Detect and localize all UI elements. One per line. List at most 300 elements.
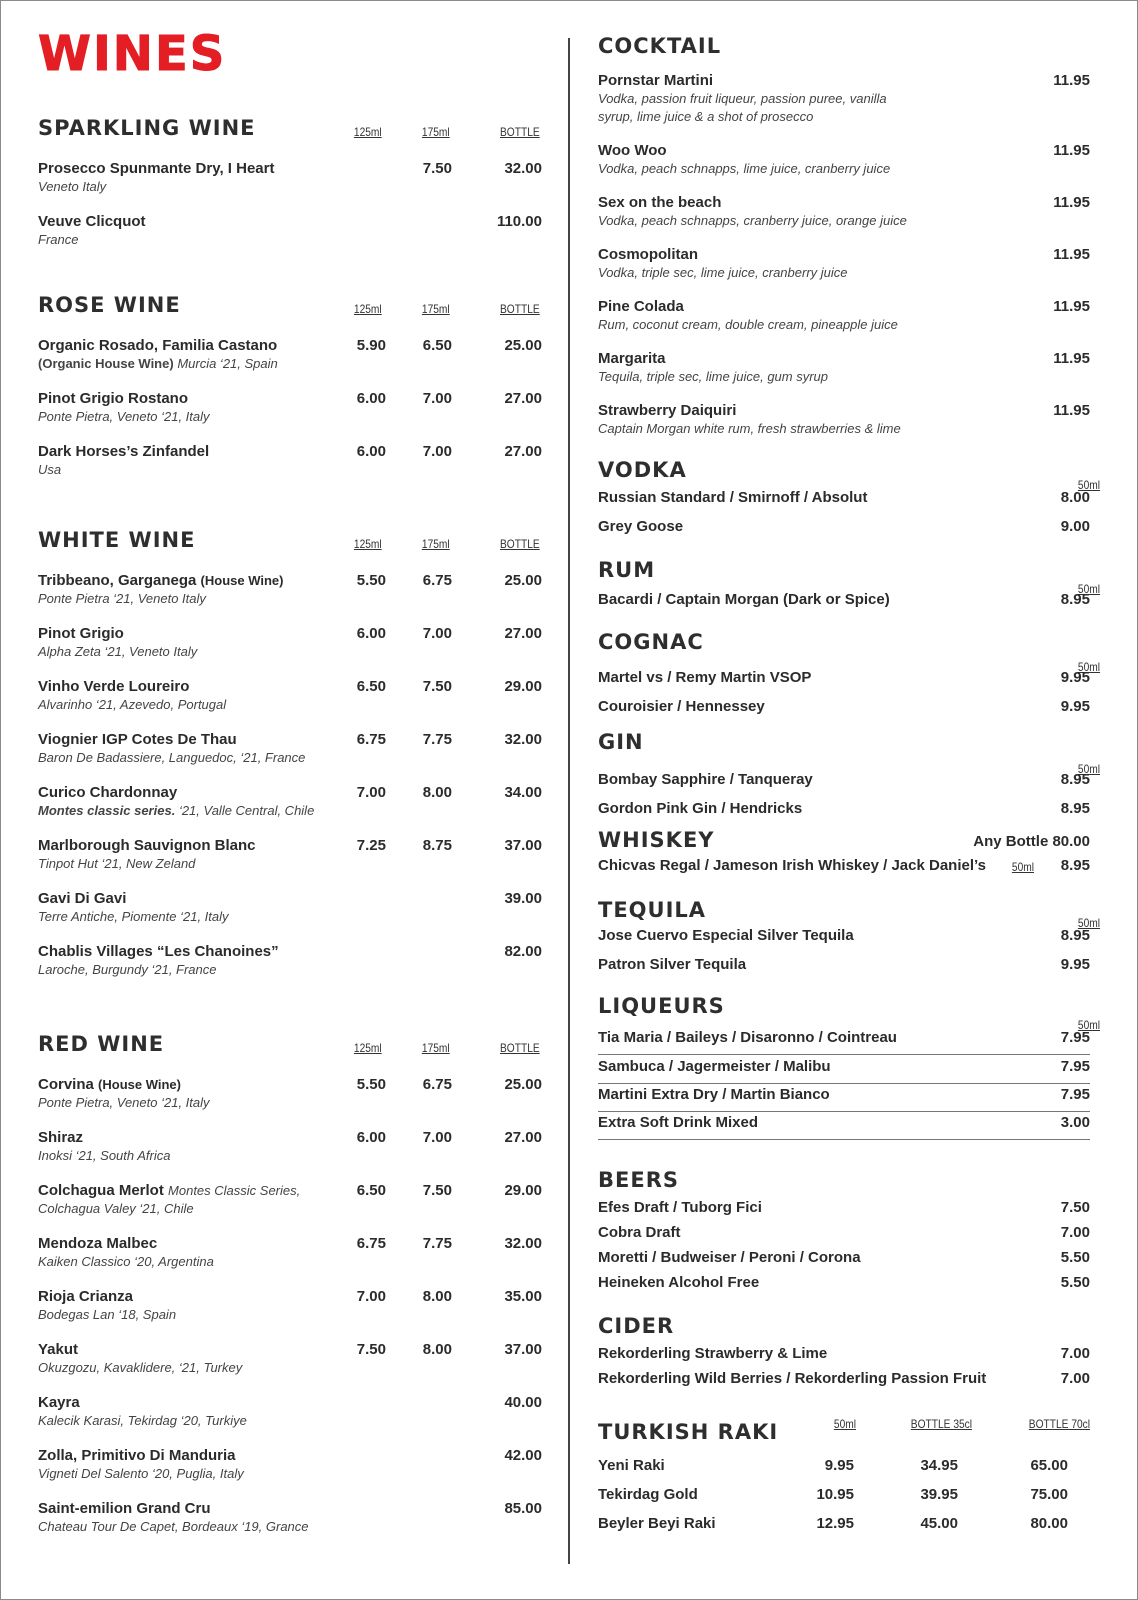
drink-name: Tekirdag Gold bbox=[598, 1486, 698, 1503]
wine-name bbox=[38, 678, 542, 696]
wine-item bbox=[38, 337, 542, 373]
column-header: 175ml bbox=[422, 125, 450, 139]
wine-item bbox=[38, 213, 542, 249]
price-bottle-70cl: 65.00 bbox=[1030, 1457, 1068, 1474]
price-125ml: 7.00 bbox=[356, 784, 386, 801]
drink-price: 8.95 bbox=[1060, 771, 1090, 788]
price-bottle: 42.00 bbox=[504, 1447, 542, 1464]
drink-price: 7.00 bbox=[1060, 1370, 1090, 1387]
drink-name: Cobra Draft bbox=[598, 1224, 681, 1241]
cocktail-description-line2: syrup, lime juice & a shot of prosecco bbox=[598, 109, 814, 124]
cocktail-name: Woo Woo bbox=[598, 142, 667, 159]
wine-item bbox=[38, 1288, 542, 1324]
price-175ml: 6.75 bbox=[422, 1076, 452, 1093]
price-bottle: 110.00 bbox=[496, 213, 542, 230]
wine-name bbox=[38, 625, 542, 643]
liqueurs-item bbox=[598, 1085, 1090, 1112]
drink-price: 7.00 bbox=[1060, 1224, 1090, 1241]
wine-name bbox=[38, 1394, 542, 1412]
wine-name-text: Viognier IGP Cotes De Thau bbox=[38, 731, 237, 748]
wine-description bbox=[38, 231, 542, 249]
price-175ml: 7.00 bbox=[422, 1129, 452, 1146]
wine-name bbox=[38, 390, 542, 408]
section-title: TEQUILA bbox=[598, 898, 707, 922]
drink-name: Bacardi / Captain Morgan (Dark or Spice) bbox=[598, 591, 890, 608]
cocktail-item bbox=[598, 350, 1102, 386]
price-bottle: 29.00 bbox=[504, 678, 542, 695]
cocktail-price: 11.95 bbox=[1053, 194, 1090, 211]
cocktail-price: 11.95 bbox=[1053, 246, 1090, 263]
cognac-item bbox=[598, 697, 1090, 717]
wine-item bbox=[38, 1447, 542, 1483]
wine-desc-text: Chateau Tour De Capet, Bordeaux ‘19, Grance bbox=[38, 1519, 309, 1534]
section-title: VODKA bbox=[598, 458, 687, 482]
any-bottle-value: 80.00 bbox=[1052, 833, 1090, 850]
wine-desc-text: Ponte Pietra, Veneto ‘21, Italy bbox=[38, 1095, 210, 1110]
column-header: 125ml bbox=[354, 302, 382, 316]
price-175ml: 6.75 bbox=[422, 572, 452, 589]
drink-name: Extra Soft Drink Mixed bbox=[598, 1114, 759, 1131]
wine-desc-bold: Montes classic series. bbox=[38, 803, 176, 818]
wine-description bbox=[38, 1518, 542, 1536]
drink-name: Beyler Beyi Raki bbox=[598, 1515, 716, 1532]
price-125ml: 7.25 bbox=[356, 837, 386, 854]
column-header: 125ml bbox=[354, 1041, 382, 1055]
column-header: BOTTLE bbox=[500, 302, 540, 316]
cognac-item bbox=[598, 668, 1090, 688]
drink-name: Tia Maria / Baileys / Disaronno / Cointreau bbox=[598, 1029, 897, 1046]
wine-description bbox=[38, 1306, 542, 1324]
wine-name-text: Pinot Grigio Rostano bbox=[38, 390, 188, 407]
drink-price: 8.95 bbox=[1060, 800, 1090, 817]
price-125ml: 7.50 bbox=[356, 1341, 386, 1358]
cocktail-description: Tequila, triple sec, lime juice, gum syrup bbox=[598, 369, 829, 384]
cocktail-item bbox=[598, 298, 1102, 334]
column-header: 175ml bbox=[422, 302, 450, 316]
wine-desc-text: Inoksi ‘21, South Africa bbox=[38, 1148, 171, 1163]
price-50ml: 12.95 bbox=[816, 1515, 854, 1532]
wine-name-text: Colchagua Merlot bbox=[38, 1182, 164, 1199]
cocktail-name: Strawberry Daiquiri bbox=[598, 402, 737, 419]
price-125ml: 5.50 bbox=[356, 572, 386, 589]
cocktail-price: 11.95 bbox=[1053, 142, 1090, 159]
wine-name bbox=[38, 1341, 542, 1359]
gin-item bbox=[598, 799, 1090, 819]
drink-price: 8.95 bbox=[1060, 857, 1090, 874]
price-bottle: 27.00 bbox=[504, 390, 542, 407]
drink-name: Rekorderling Wild Berries / Rekorderling Passion Fruit bbox=[598, 1370, 987, 1387]
column-header: 125ml bbox=[354, 537, 382, 551]
price-bottle: 35.00 bbox=[504, 1288, 542, 1305]
column-header: BOTTLE bbox=[500, 1041, 540, 1055]
drink-price: 8.00 bbox=[1060, 489, 1090, 506]
wine-name-text: Zolla, Primitivo Di Manduria bbox=[38, 1447, 236, 1464]
wine-name bbox=[38, 337, 542, 355]
drink-price: 8.95 bbox=[1060, 927, 1090, 944]
wine-inline-desc: Montes Classic Series, bbox=[168, 1183, 301, 1198]
price-bottle: 32.00 bbox=[504, 1235, 542, 1252]
column-header: 50ml bbox=[833, 1417, 856, 1431]
liqueurs-item bbox=[598, 1057, 1090, 1084]
wine-name bbox=[38, 1076, 542, 1094]
column-header-50ml: 50ml bbox=[1077, 1018, 1100, 1032]
wine-name bbox=[38, 1288, 542, 1306]
drink-name: Rekorderling Strawberry & Lime bbox=[598, 1345, 828, 1362]
column-header: BOTTLE bbox=[500, 537, 540, 551]
section-title: SPARKLING WINE bbox=[38, 116, 256, 140]
price-50ml: 9.95 bbox=[824, 1457, 854, 1474]
vodka-item bbox=[598, 517, 1090, 537]
liqueurs-item bbox=[598, 1113, 1090, 1140]
price-175ml: 7.50 bbox=[422, 160, 452, 177]
beers-item bbox=[598, 1248, 1090, 1268]
drink-price: 9.95 bbox=[1060, 698, 1090, 715]
price-125ml: 6.75 bbox=[356, 731, 386, 748]
wine-name-text: Yakut bbox=[38, 1341, 79, 1358]
any-bottle-price bbox=[973, 832, 1090, 852]
wine-name bbox=[38, 731, 542, 749]
drink-name: Martel vs / Remy Martin VSOP bbox=[598, 669, 812, 686]
wine-item bbox=[38, 572, 542, 608]
wine-item bbox=[38, 1235, 542, 1271]
section-title: GIN bbox=[598, 730, 644, 754]
column-header: 175ml bbox=[422, 537, 450, 551]
wine-name-text: Curico Chardonnay bbox=[38, 784, 178, 801]
column-header: 125ml bbox=[354, 125, 382, 139]
wine-desc-text: Kalecik Karasi, Tekirdag ‘20, Turkiye bbox=[38, 1413, 247, 1428]
cocktail-item bbox=[598, 72, 1102, 126]
price-175ml: 7.50 bbox=[422, 678, 452, 695]
drink-price: 7.95 bbox=[1060, 1029, 1090, 1046]
price-125ml: 7.00 bbox=[356, 1288, 386, 1305]
drink-name: Patron Silver Tequila bbox=[598, 956, 747, 973]
column-header-50ml: 50ml bbox=[1077, 660, 1100, 674]
price-bottle: 27.00 bbox=[504, 443, 542, 460]
wine-item bbox=[38, 1500, 542, 1536]
wine-description bbox=[38, 590, 542, 608]
price-175ml: 6.50 bbox=[422, 337, 452, 354]
column-header-50ml: 50ml bbox=[1077, 478, 1100, 492]
cocktail-description: Rum, coconut cream, double cream, pineapple juice bbox=[598, 317, 898, 332]
price-bottle: 25.00 bbox=[504, 572, 542, 589]
wine-item bbox=[38, 1182, 542, 1218]
section-title: RED WINE bbox=[38, 1032, 165, 1056]
price-bottle: 37.00 bbox=[504, 1341, 542, 1358]
drink-price: 8.95 bbox=[1060, 591, 1090, 608]
price-bottle-35cl: 34.95 bbox=[920, 1457, 958, 1474]
wine-item bbox=[38, 1076, 542, 1112]
raki-item bbox=[598, 1514, 1090, 1534]
wine-desc-text: Alvarinho ‘21, Azevedo, Portugal bbox=[38, 697, 227, 712]
cocktail-name: Sex on the beach bbox=[598, 194, 722, 211]
wine-name-suffix: (House Wine) bbox=[200, 573, 284, 588]
column-divider bbox=[568, 38, 570, 1564]
price-175ml: 7.00 bbox=[422, 625, 452, 642]
price-125ml: 6.00 bbox=[356, 1129, 386, 1146]
section-title: RUM bbox=[598, 558, 656, 582]
wine-name-text: Kayra bbox=[38, 1394, 80, 1411]
wine-description bbox=[38, 178, 542, 196]
wine-name-suffix: (House Wine) bbox=[98, 1077, 181, 1092]
wine-description bbox=[38, 1094, 542, 1112]
cocktail-name: Cosmopolitan bbox=[598, 246, 698, 263]
cider-item bbox=[598, 1369, 1090, 1389]
wine-name bbox=[38, 213, 542, 231]
wine-item bbox=[38, 1394, 542, 1430]
wine-name bbox=[38, 784, 542, 802]
section-title: LIQUEURS bbox=[598, 994, 725, 1018]
drink-price: 3.00 bbox=[1060, 1114, 1090, 1131]
drink-name: Couroisier / Hennessey bbox=[598, 698, 765, 715]
section-title: CIDER bbox=[598, 1314, 675, 1338]
price-175ml: 7.75 bbox=[422, 1235, 452, 1252]
column-header-50ml: 50ml bbox=[1077, 916, 1100, 930]
tequila-item bbox=[598, 926, 1090, 946]
cocktail-price: 11.95 bbox=[1053, 350, 1090, 367]
wine-item bbox=[38, 160, 542, 196]
wine-name-text: Vinho Verde Loureiro bbox=[38, 678, 190, 695]
drink-name: Moretti / Budweiser / Peroni / Corona bbox=[598, 1249, 861, 1266]
price-bottle: 27.00 bbox=[504, 1129, 542, 1146]
section-title: COGNAC bbox=[598, 630, 704, 654]
price-175ml: 7.50 bbox=[422, 1182, 452, 1199]
drink-price: 7.00 bbox=[1060, 1345, 1090, 1362]
column-header-50ml: 50ml bbox=[1077, 762, 1100, 776]
wine-name-text: Dark Horses’s Zinfandel bbox=[38, 443, 210, 460]
wine-name-text: Shiraz bbox=[38, 1129, 84, 1146]
cocktail-description: Vodka, passion fruit liqueur, passion puree, vanilla bbox=[598, 91, 887, 106]
cocktail-item bbox=[598, 194, 1102, 230]
wine-description bbox=[38, 1412, 542, 1430]
wine-name bbox=[38, 1447, 542, 1465]
drink-name: Efes Draft / Tuborg Fici bbox=[598, 1199, 762, 1216]
wine-description bbox=[38, 1200, 542, 1218]
any-bottle-label: Any Bottle bbox=[973, 833, 1049, 850]
price-175ml: 7.00 bbox=[422, 390, 452, 407]
wine-name-text: Tribbeano, Garganega bbox=[38, 572, 197, 589]
liqueurs-item bbox=[598, 1028, 1090, 1055]
wine-desc-text: Kaiken Classico ‘20, Argentina bbox=[38, 1254, 214, 1269]
wine-item bbox=[38, 1129, 542, 1165]
column-header: BOTTLE bbox=[500, 125, 540, 139]
wine-item bbox=[38, 625, 542, 661]
wine-name-text: Prosecco Spunmante Dry, I Heart bbox=[38, 160, 275, 177]
price-bottle: 25.00 bbox=[504, 1076, 542, 1093]
price-125ml: 5.90 bbox=[356, 337, 386, 354]
beers-item bbox=[598, 1198, 1090, 1218]
wine-desc-text: Ponte Pietra, Veneto ‘21, Italy bbox=[38, 409, 210, 424]
wine-item bbox=[38, 390, 542, 426]
wine-desc-text: Alpha Zeta ‘21, Veneto Italy bbox=[38, 644, 198, 659]
wine-description bbox=[38, 1465, 542, 1483]
menu-title: WINES bbox=[38, 26, 227, 82]
cocktail-description: Vodka, peach schnapps, lime juice, cranberry juice bbox=[598, 161, 891, 176]
price-bottle-70cl: 80.00 bbox=[1030, 1515, 1068, 1532]
wine-desc-text: Usa bbox=[38, 462, 62, 477]
beers-item bbox=[598, 1273, 1090, 1293]
section-title: WHISKEY bbox=[598, 828, 715, 852]
column-header: BOTTLE 70cl bbox=[1028, 1417, 1090, 1431]
price-bottle: 32.00 bbox=[504, 160, 542, 177]
wine-item bbox=[38, 443, 542, 479]
price-bottle: 82.00 bbox=[504, 943, 542, 960]
price-125ml: 5.50 bbox=[356, 1076, 386, 1093]
wine-item bbox=[38, 837, 542, 873]
price-175ml: 7.75 bbox=[422, 731, 452, 748]
wine-item bbox=[38, 784, 542, 820]
wine-desc-text: Laroche, Burgundy ‘21, France bbox=[38, 962, 217, 977]
wine-name bbox=[38, 160, 542, 178]
cocktail-name: Pornstar Martini bbox=[598, 72, 714, 89]
wine-desc-text: Okuzgozu, Kavaklidere, ‘21, Turkey bbox=[38, 1360, 243, 1375]
cocktail-price: 11.95 bbox=[1053, 402, 1090, 419]
wine-name-text: Rioja Crianza bbox=[38, 1288, 134, 1305]
wine-name-text: Corvina bbox=[38, 1076, 94, 1093]
wine-description bbox=[38, 1359, 542, 1377]
price-175ml: 8.00 bbox=[422, 1341, 452, 1358]
wine-desc-text: Tinpot Hut ‘21, New Zeland bbox=[38, 856, 196, 871]
wine-name-text: Saint-emilion Grand Cru bbox=[38, 1500, 211, 1517]
drink-name: Sambuca / Jagermeister / Malibu bbox=[598, 1058, 831, 1075]
drink-name: Gordon Pink Gin / Hendricks bbox=[598, 800, 803, 817]
wine-description bbox=[38, 408, 542, 426]
price-175ml: 8.75 bbox=[422, 837, 452, 854]
rum-item bbox=[598, 590, 1090, 610]
wine-name-text: Gavi Di Gavi bbox=[38, 890, 127, 907]
cocktail-price: 11.95 bbox=[1053, 72, 1090, 89]
price-bottle: 25.00 bbox=[504, 337, 542, 354]
column-header-50ml: 50ml bbox=[1077, 582, 1100, 596]
wine-description bbox=[38, 355, 542, 373]
wine-name bbox=[38, 943, 542, 961]
cocktail-name: Margarita bbox=[598, 350, 666, 367]
drink-price: 5.50 bbox=[1060, 1274, 1090, 1291]
price-bottle: 34.00 bbox=[504, 784, 542, 801]
drink-price: 7.50 bbox=[1060, 1199, 1090, 1216]
drink-price: 9.00 bbox=[1060, 518, 1090, 535]
price-bottle: 27.00 bbox=[504, 625, 542, 642]
wine-desc-text: Bodegas Lan ‘18, Spain bbox=[38, 1307, 177, 1322]
wine-name bbox=[38, 837, 542, 855]
price-bottle: 40.00 bbox=[504, 1394, 542, 1411]
wine-name bbox=[38, 443, 542, 461]
drink-name: Grey Goose bbox=[598, 518, 684, 535]
price-125ml: 6.50 bbox=[356, 678, 386, 695]
price-bottle: 85.00 bbox=[504, 1500, 542, 1517]
raki-item bbox=[598, 1456, 1090, 1476]
wine-description bbox=[38, 855, 542, 873]
raki-item bbox=[598, 1485, 1090, 1505]
wine-name bbox=[38, 572, 542, 590]
section-title: COCKTAIL bbox=[598, 34, 722, 58]
wine-description bbox=[38, 1147, 542, 1165]
drink-name: Martini Extra Dry / Martin Bianco bbox=[598, 1086, 830, 1103]
column-header: 175ml bbox=[422, 1041, 450, 1055]
wine-name-text: Organic Rosado, Familia Castano bbox=[38, 337, 278, 354]
drink-price: 9.95 bbox=[1060, 956, 1090, 973]
price-125ml: 6.00 bbox=[356, 390, 386, 407]
price-125ml: 6.75 bbox=[356, 1235, 386, 1252]
wine-name bbox=[38, 1182, 542, 1200]
column-header-50ml: 50ml bbox=[1011, 860, 1034, 874]
wine-name bbox=[38, 1500, 542, 1518]
drink-name: Chicvas Regal / Jameson Irish Whiskey / Jack Daniel’s bbox=[598, 857, 986, 874]
wine-desc-bold: (Organic House Wine) bbox=[38, 356, 174, 371]
wine-item bbox=[38, 678, 542, 714]
wine-item bbox=[38, 1341, 542, 1377]
wine-item bbox=[38, 731, 542, 767]
cocktail-description: Captain Morgan white rum, fresh strawberries & lime bbox=[598, 421, 901, 436]
section-title: BEERS bbox=[598, 1168, 679, 1192]
drink-name: Bombay Sapphire / Tanqueray bbox=[598, 771, 813, 788]
wine-description bbox=[38, 461, 542, 479]
price-bottle-70cl: 75.00 bbox=[1030, 1486, 1068, 1503]
drink-price: 7.95 bbox=[1060, 1058, 1090, 1075]
section-title: TURKISH RAKI bbox=[598, 1420, 779, 1444]
gin-item bbox=[598, 770, 1090, 790]
wine-name bbox=[38, 1235, 542, 1253]
drink-name: Yeni Raki bbox=[598, 1457, 665, 1474]
price-bottle: 32.00 bbox=[504, 731, 542, 748]
section-title: WHITE WINE bbox=[38, 528, 196, 552]
price-50ml: 10.95 bbox=[816, 1486, 854, 1503]
wine-desc-text: Ponte Pietra ‘21, Veneto Italy bbox=[38, 591, 206, 606]
beers-item bbox=[598, 1223, 1090, 1243]
wine-desc-text: Colchagua Valey ‘21, Chile bbox=[38, 1201, 194, 1216]
price-175ml: 8.00 bbox=[422, 784, 452, 801]
cocktail-description: Vodka, triple sec, lime juice, cranberry juice bbox=[598, 265, 848, 280]
price-bottle-35cl: 45.00 bbox=[920, 1515, 958, 1532]
cocktail-item bbox=[598, 246, 1102, 282]
wine-name-text: Mendoza Malbec bbox=[38, 1235, 158, 1252]
wine-description bbox=[38, 1253, 542, 1271]
section-title: ROSE WINE bbox=[38, 293, 181, 317]
wine-desc-text: Veneto Italy bbox=[38, 179, 107, 194]
wine-name bbox=[38, 1129, 542, 1147]
price-bottle: 29.00 bbox=[504, 1182, 542, 1199]
cocktail-item bbox=[598, 142, 1102, 178]
tequila-item bbox=[598, 955, 1090, 975]
price-175ml: 8.00 bbox=[422, 1288, 452, 1305]
drink-price: 9.95 bbox=[1060, 669, 1090, 686]
wine-desc-text: ‘21, Valle Central, Chile bbox=[178, 803, 315, 818]
wine-desc-text: Vigneti Del Salento ‘20, Puglia, Italy bbox=[38, 1466, 244, 1481]
drink-price: 5.50 bbox=[1060, 1249, 1090, 1266]
wine-description bbox=[38, 643, 542, 661]
vodka-item bbox=[598, 488, 1090, 508]
wine-description bbox=[38, 908, 542, 926]
wine-name-text: Chablis Villages “Les Chanoines” bbox=[38, 943, 279, 960]
wine-description bbox=[38, 749, 542, 767]
drink-name: Russian Standard / Smirnoff / Absolut bbox=[598, 489, 868, 506]
cocktail-name: Pine Colada bbox=[598, 298, 684, 315]
wine-name-text: Marlborough Sauvignon Blanc bbox=[38, 837, 256, 854]
price-175ml: 7.00 bbox=[422, 443, 452, 460]
wine-desc-text: Murcia ‘21, Spain bbox=[177, 356, 278, 371]
wine-name-text: Veuve Clicquot bbox=[38, 213, 146, 230]
cocktail-description: Vodka, peach schnapps, cranberry juice, orange juice bbox=[598, 213, 907, 228]
wine-desc-text: Terre Antiche, Piomente ‘21, Italy bbox=[38, 909, 229, 924]
price-125ml: 6.50 bbox=[356, 1182, 386, 1199]
wine-desc-text: France bbox=[38, 232, 79, 247]
whiskey-item bbox=[598, 856, 1090, 876]
wine-description bbox=[38, 802, 542, 820]
cocktail-item bbox=[598, 402, 1102, 438]
wine-desc-text: Baron De Badassiere, Languedoc, ‘21, France bbox=[38, 750, 306, 765]
drink-name: Heineken Alcohol Free bbox=[598, 1274, 760, 1291]
price-bottle: 37.00 bbox=[504, 837, 542, 854]
column-header: BOTTLE 35cl bbox=[910, 1417, 972, 1431]
